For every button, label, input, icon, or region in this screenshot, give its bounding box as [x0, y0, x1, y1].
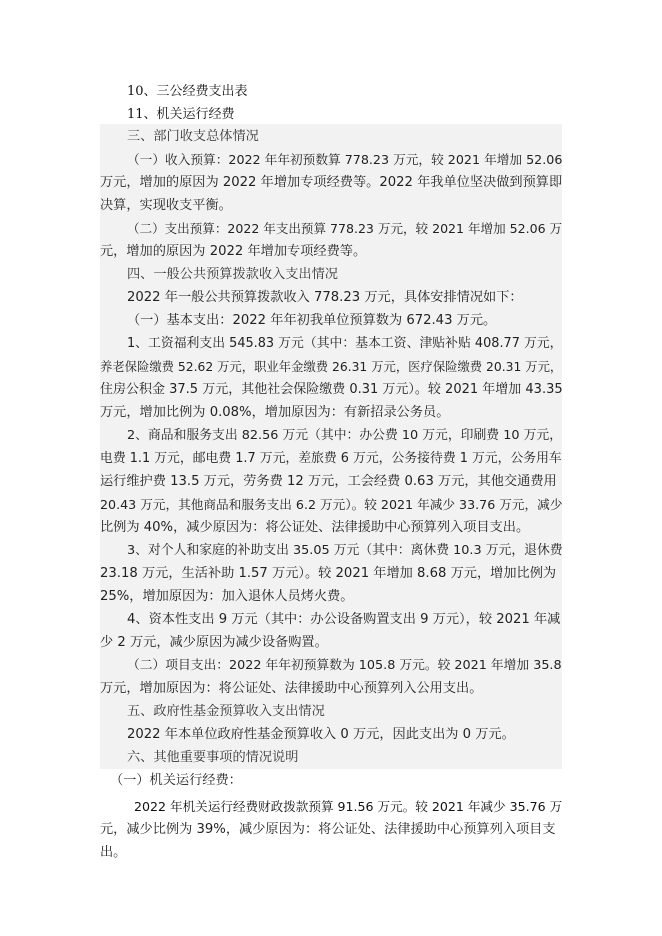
text-line: 运行维护费 13.5 万元，劳务费 12 万元，工会经费 0.63 万元，其他交通费用	[100, 474, 557, 489]
text-line: 万元，增加的原因为 2022 年增加专项经费等。2022 年我单位坚决做到预算即	[100, 175, 563, 190]
text-line: 10、三公经费支出表	[127, 84, 248, 99]
text-line: （一）基本支出：2022 年年初我单位预算数为 672.43 万元。	[127, 313, 497, 328]
text-line: 住房公积金 37.5 万元，其他社会保险缴费 0.31 万元）。较 2021 年增加 43.35	[100, 382, 563, 397]
text-line: 2022 年机关运行经费财政拨款预算 91.56 万元。较 2021 年减少 35.76 万	[134, 799, 563, 814]
text-line: 4、资本性支出 9 万元（其中：办公设备购置支出 9 万元），较 2021 年减	[127, 612, 561, 627]
text-line: （一）收入预算：2022 年年初预数算 778.23 万元，较 2021 年增加 52.06	[127, 152, 563, 167]
text-line: 比例为 40%，减少原因为：将公证处、法律援助中心预算列入项目支出。	[100, 520, 530, 535]
text-line: 25%，增加原因为：加入退休人员烤火费。	[100, 589, 354, 604]
section-heading: 四、一般公共预算拨款收入支出情况	[127, 267, 338, 282]
text-line: （二）支出预算：2022 年支出预算 778.23 万元，较 2021 年增加 52.06 万	[127, 221, 563, 236]
text-line: 2022 年一般公共预算拨款收入 778.23 万元，具体安排情况如下：	[127, 290, 523, 305]
text-line: 元，减少比例为 39%，减少原因为：将公证处、法律援助中心预算列入项目支	[100, 822, 556, 837]
text-line: 元，增加的原因为 2022 年增加专项经费等。	[100, 244, 367, 259]
section-heading: 三、部门收支总体情况	[127, 129, 259, 144]
text-line: 万元，增加比例为 0.08%，增加原因为：有新招录公务员。	[100, 405, 450, 420]
text-line: 11、机关运行经费	[127, 107, 235, 122]
section-heading: 六、其他重要事项的情况说明	[127, 750, 299, 765]
section-heading: 五、政府性基金预算收入支出情况	[127, 704, 325, 719]
text-line: 2022 年本单位政府性基金预算收入 0 万元，因此支出为 0 万元。	[127, 727, 515, 742]
text-line: 23.18 万元，生活补助 1.57 万元）。较 2021 年增加 8.68 万元，增加比例为	[100, 566, 557, 581]
text-line: 电费 1.1 万元，邮电费 1.7 万元，差旅费 6 万元，公务接待费 1 万元，公务用车	[100, 451, 562, 466]
text-line: 万元，增加原因为：将公证处、法律援助中心预算列入公用支出。	[100, 681, 483, 696]
text-line: 3、对个人和家庭的补助支出 35.05 万元（其中：离休费 10.3 万元，退休费	[127, 543, 563, 558]
text-line: 养老保险缴费 52.62 万元，职业年金缴费 26.31 万元，医疗保险缴费 20.31 万元，	[100, 360, 563, 374]
text-line: （二）项目支出：2022 年年初预算数为 105.8 万元。较 2021 年增加 35.8	[127, 658, 562, 673]
text-line: 出。	[100, 845, 127, 860]
text-line: （一）机关运行经费：	[110, 773, 242, 788]
text-line: 2、商品和服务支出 82.56 万元（其中：办公费 10 万元，印刷费 10 万元，	[127, 428, 563, 443]
text-line: 1、工资福利支出 545.83 万元（其中：基本工资、津贴补贴 408.77 万元，	[127, 336, 563, 351]
text-line: 决算，实现收支平衡。	[100, 198, 232, 213]
text-line: 少 2 万元，减少原因为减少设备购置。	[100, 635, 328, 650]
text-line: 20.43 万元，其他商品和服务支出 6.2 万元）。较 2021 年减少 33.76 万元，减少	[100, 497, 563, 512]
